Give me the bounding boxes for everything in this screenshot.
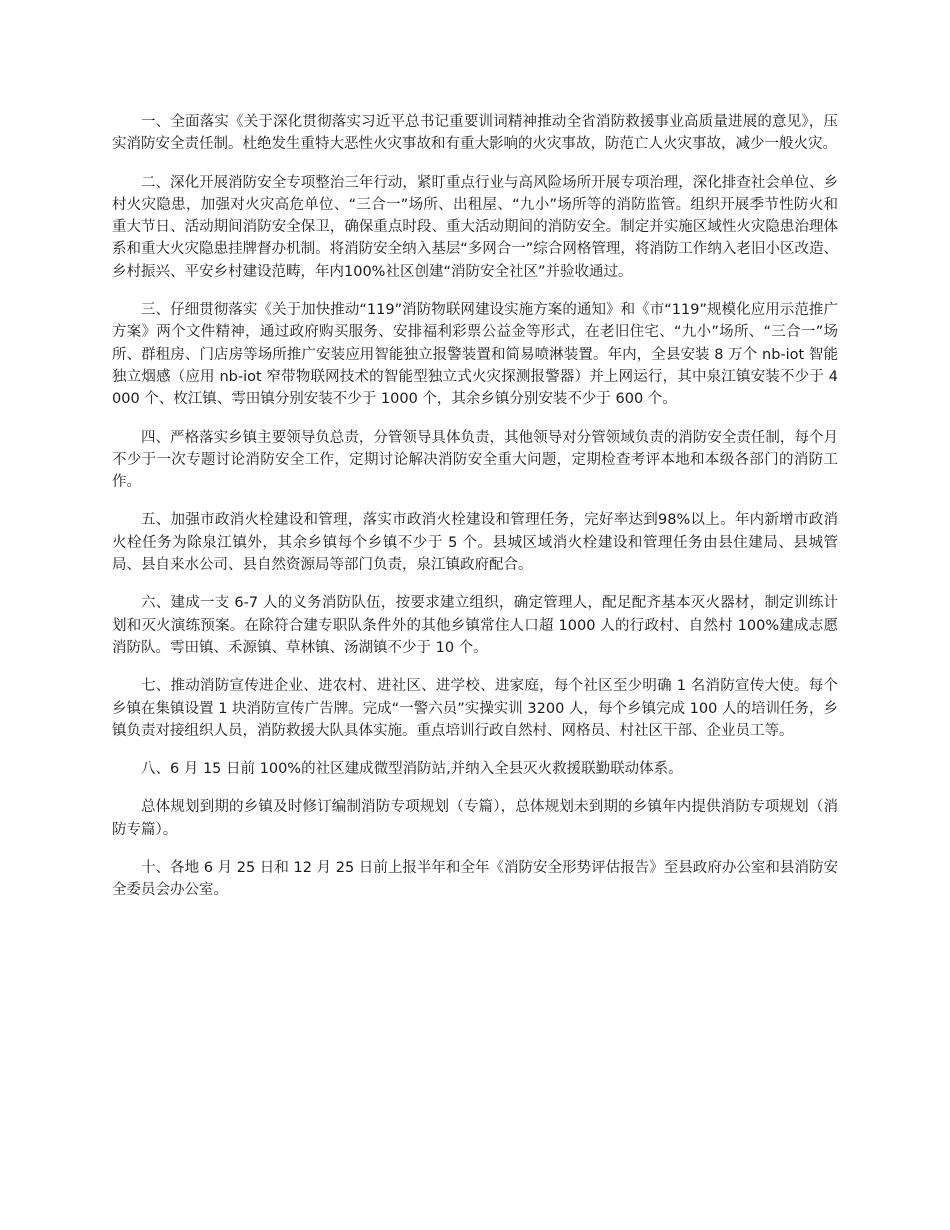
document-body — [112, 111, 838, 918]
paragraph-5: 五、加强市政消火栓建设和管理，落实市政消火栓建设和管理任务，完好率达到98%以上。年内新增市政消火栓任务为除泉江镇外，其余乡镇每个乡镇不少于 5 个。县城区域消火栓建设和管理任务由县住建局、县城管局、县自来水公司、县自然资源局等部门负责，泉江镇政府配合。 — [112, 512, 838, 574]
paragraph-1: 一、全面落实《关于深化贯彻落实习近平总书记重要训词精神推动全省消防救援事业高质量进展的意见》，压实消防安全责任制。杜绝发生重特大恶性火灾事故和有重大影响的火灾事故，防范亡人火灾事故，减少一般火灾。 — [112, 114, 838, 153]
paragraph-8: 八、6 月 15 日前 100%的社区建成微型消防站,并纳入全县灭火救援联勤联动体系。 — [141, 761, 683, 778]
paragraph-6: 六、建成一支 6-7 人的义务消防队伍，按要求建立组织，确定管理人，配足配齐基本灭火器材，制定训练计划和灭火演练预案。在除符合建专职队条件外的其他乡镇常住人口超 1000 人的行政村、自然村 100%建成志愿消防队。雩田镇、禾源镇、草林镇、汤湖镇不少于 10 个。 — [112, 595, 838, 656]
paragraph-9: 总体规划到期的乡镇及时修订编制消防专项规划（专篇），总体规划未到期的乡镇年内提供消防专项规划（消防专篇）。 — [112, 799, 838, 838]
paragraph-10: 十、各地 6 月 25 日和 12 月 25 日前上报半年和全年《消防安全形势评估报告》至县政府办公室和县消防安全委员会办公室。 — [112, 860, 838, 899]
paragraph-7: 七、推动消防宣传进企业、进农村、进社区、进学校、进家庭，每个社区至少明确 1 名消防宣传大使。每个乡镇在集镇设置 1 块消防宣传广告牌。完成“一警六员”实操实训 3200 人，每个乡镇完成 100 人的培训任务，乡镇负责对接组织人员，消防救援大队具体实施。重点培训行政自然村、网格员、村社区干部、企业员工等。 — [112, 678, 838, 739]
paragraph-3: 三、仔细贯彻落实《关于加快推动“119”消防物联网建设实施方案的通知》和《市“119”规模化应用示范推广方案》两个文件精神，通过政府购买服务、安排福利彩票公益金等形式，在老旧住宅、“九小”场所、“三合一”场所、群租房、门店房等场所推广安装应用智能独立报警装置和简易喷淋装置。年内，全县安装 8 万个 nb-iot 智能独立烟感（应用 nb-iot 窄带物联网技术的智能型独立式火灾探测报警器）并上网运行，其中泉江镇安装不少于 4000 个、枚江镇、雩田镇分别安装不少于 1000 个，其余乡镇分别安装不少于 600 个。 — [112, 302, 838, 408]
paragraph-2: 二、深化开展消防安全专项整治三年行动，紧盯重点行业与高风险场所开展专项治理，深化排查社会单位、乡村火灾隐患，加强对火灾高危单位、“三合一”场所、出租屋、“九小”场所等的消防监管。组织开展季节性防火和重大节日、活动期间消防安全保卫，确保重点时段、重大活动期间的消防安全。制定并实施区域性火灾隐患治理体系和重大火灾隐患挂牌督办机制。将消防安全纳入基层“多网合一”综合网格管理，将消防工作纳入老旧小区改造、乡村振兴、平安乡村建设范畴，年内100%社区创建“消防安全社区”并验收通过。 — [112, 174, 838, 280]
paragraph-4: 四、严格落实乡镇主要领导负总责，分管领导具体负责，其他领导对分管领域负责的消防安全责任制，每个月不少于一次专题讨论消防安全工作，定期讨论解决消防安全重大问题，定期检查考评本地和本级各部门的消防工作。 — [112, 429, 838, 491]
